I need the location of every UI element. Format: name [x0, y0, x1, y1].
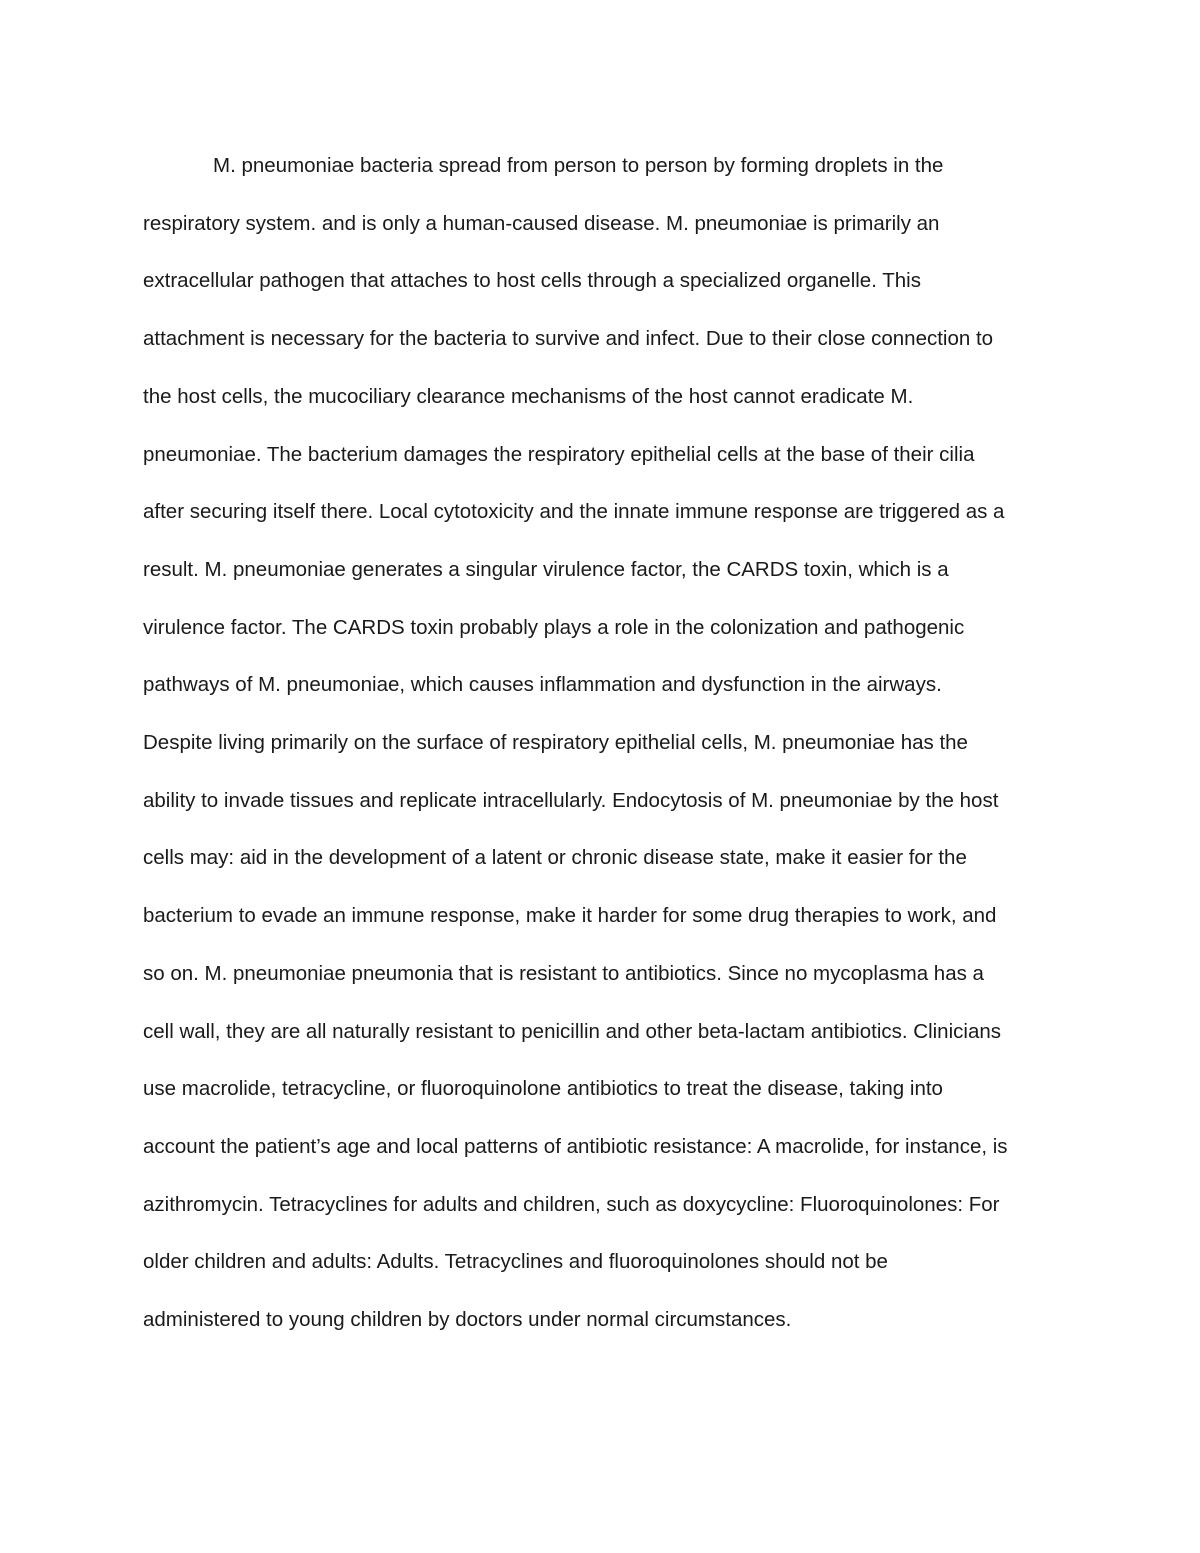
paragraph-line: the host cells, the mucociliary clearance mechanisms of the host cannot eradicate M. [143, 384, 914, 408]
paragraph-line: use macrolide, tetracycline, or fluoroquinolone antibiotics to treat the disease, taking into [143, 1077, 943, 1101]
paragraph-line: after securing itself there. Local cytotoxicity and the innate immune response are triggered as a [143, 500, 1005, 524]
paragraph-line: older children and adults: Adults. Tetracyclines and fluoroquinolones should not be [143, 1250, 888, 1274]
paragraph-line: cell wall, they are all naturally resistant to penicillin and other beta-lactam antibiotics. Clinicians [143, 1019, 1001, 1043]
paragraph-line: Despite living primarily on the surface of respiratory epithelial cells, M. pneumoniae has the [143, 731, 968, 755]
paragraph-line: so on. M. pneumoniae pneumonia that is resistant to antibiotics. Since no mycoplasma has a [143, 961, 984, 985]
paragraph-line: respiratory system. and is only a human-caused disease. M. pneumoniae is primarily an [143, 211, 940, 235]
paragraph-line: attachment is necessary for the bacteria to survive and infect. Due to their close connection to [143, 327, 994, 351]
paragraph-line: bacterium to evade an immune response, make it harder for some drug therapies to work, and [143, 904, 997, 928]
paragraph-line: azithromycin. Tetracyclines for adults and children, such as doxycycline: Fluoroquinolones: For [143, 1192, 1000, 1216]
paragraph-line: extracellular pathogen that attaches to host cells through a specialized organelle. This [143, 269, 921, 293]
paragraph-line: virulence factor. The CARDS toxin probably plays a role in the colonization and pathogenic [143, 615, 965, 639]
paragraph-line: pneumoniae. The bacterium damages the respiratory epithelial cells at the base of their cilia [143, 442, 975, 466]
paragraph-line: administered to young children by doctors under normal circumstances. [143, 1308, 792, 1332]
paragraph-line: pathways of M. pneumoniae, which causes inflammation and dysfunction in the airways. [143, 673, 942, 697]
paragraph-line: account the patient’s age and local patterns of antibiotic resistance: A macrolide, for instance, is [143, 1134, 1008, 1158]
paragraph-line: M. pneumoniae bacteria spread from person to person by forming droplets in the [213, 154, 944, 177]
body-paragraph [143, 137, 1058, 1349]
paragraph-line: cells may: aid in the development of a latent or chronic disease state, make it easier for the [143, 846, 967, 870]
paragraph-line: ability to invade tissues and replicate intracellularly. Endocytosis of M. pneumoniae by the host [143, 788, 999, 812]
paragraph-line: result. M. pneumoniae generates a singular virulence factor, the CARDS toxin, which is a [143, 557, 949, 581]
